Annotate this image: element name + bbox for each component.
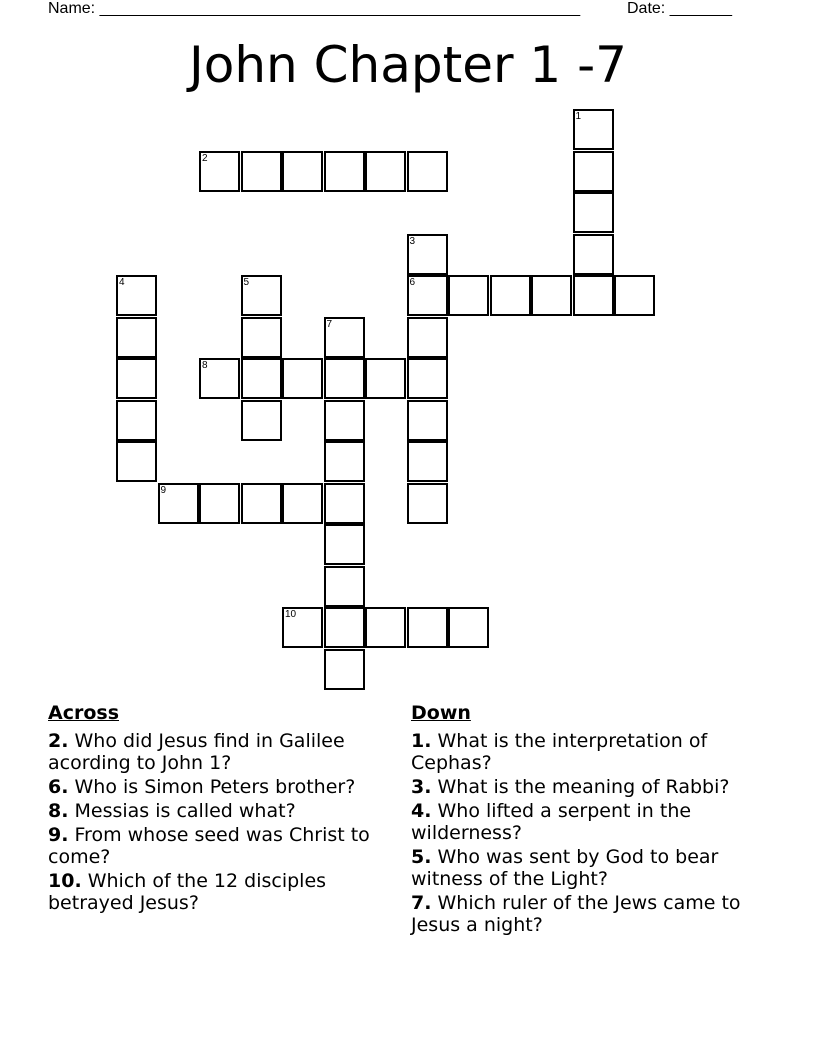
crossword-cell[interactable] — [241, 358, 282, 399]
crossword-cell[interactable] — [490, 275, 531, 316]
cell-number: 1 — [575, 111, 582, 122]
clue-text: Which of the 12 disciples betrayed Jesus? — [48, 870, 327, 914]
across-clues — [48, 702, 393, 916]
crossword-cell[interactable] — [282, 607, 323, 648]
down-clues — [411, 702, 771, 938]
clue-item — [48, 730, 393, 774]
crossword-cell[interactable] — [531, 275, 572, 316]
crossword-cell[interactable] — [365, 607, 406, 648]
clue-text: What is the interpretation of Cephas? — [411, 730, 708, 774]
crossword-cell[interactable] — [448, 275, 489, 316]
clue-item — [48, 824, 393, 868]
cell-number: 9 — [160, 484, 167, 496]
crossword-cell[interactable] — [116, 317, 157, 358]
clue-item — [48, 776, 393, 798]
cell-number: 7 — [326, 318, 333, 330]
cell-number: 4 — [119, 277, 125, 288]
clue-number: 5. — [411, 846, 432, 868]
page-title: John Chapter 1 -7 — [189, 36, 627, 94]
clue-number: 2. — [48, 730, 69, 752]
crossword-cell[interactable] — [116, 275, 157, 316]
clue-text: From whose seed was Christ to come? — [48, 824, 370, 868]
crossword-cell[interactable] — [614, 275, 655, 316]
clue-number: 9. — [48, 824, 69, 846]
crossword-cell[interactable] — [407, 607, 448, 648]
crossword-cell[interactable] — [407, 275, 448, 316]
crossword-cell[interactable] — [324, 358, 365, 399]
crossword-cell[interactable] — [573, 151, 614, 192]
crossword-cell[interactable] — [573, 109, 614, 150]
crossword-cell[interactable] — [324, 317, 365, 358]
cell-number: 5 — [243, 277, 250, 288]
crossword-cell[interactable] — [241, 317, 282, 358]
crossword-cell[interactable] — [573, 234, 614, 275]
crossword-cell[interactable] — [324, 483, 365, 524]
clue-text: Who is Simon Peters brother? — [74, 776, 356, 798]
clue-item — [411, 892, 771, 936]
clue-text: Who was sent by God to bear witness of the Light? — [411, 846, 719, 890]
down-heading: Down — [411, 702, 471, 724]
crossword-cell[interactable] — [573, 192, 614, 233]
crossword-cell[interactable] — [241, 151, 282, 192]
clue-text: What is the meaning of Rabbi? — [437, 776, 730, 798]
crossword-cell[interactable] — [241, 483, 282, 524]
crossword-cell[interactable] — [407, 358, 448, 399]
clue-text: Who lifted a serpent in the wilderness? — [411, 800, 692, 844]
crossword-cell[interactable] — [324, 566, 365, 607]
crossword-cell[interactable] — [573, 275, 614, 316]
crossword-cell[interactable] — [407, 151, 448, 192]
crossword-cell[interactable] — [282, 483, 323, 524]
clue-text: Who did Jesus find in Galilee acording to John 1? — [48, 730, 345, 774]
crossword-cell[interactable] — [365, 151, 406, 192]
crossword-cell[interactable] — [199, 483, 240, 524]
cell-number: 10 — [285, 609, 297, 620]
clue-number: 7. — [411, 892, 432, 914]
crossword-cell[interactable] — [324, 151, 365, 192]
crossword-cell[interactable] — [407, 317, 448, 358]
crossword-cell[interactable] — [407, 400, 448, 441]
crossword-cell[interactable] — [282, 151, 323, 192]
cell-number: 2 — [202, 152, 208, 164]
name-field-label: Name: ______________________________________________________ — [48, 0, 581, 17]
crossword-cell[interactable] — [116, 441, 157, 482]
clue-item — [48, 800, 393, 822]
crossword-cell[interactable] — [199, 151, 240, 192]
crossword-cell[interactable] — [407, 483, 448, 524]
crossword-cell[interactable] — [448, 607, 489, 648]
crossword-cell[interactable] — [407, 441, 448, 482]
crossword-cell[interactable] — [241, 275, 282, 316]
crossword-cell[interactable] — [324, 607, 365, 648]
cell-number: 3 — [409, 235, 416, 247]
date-field-label: Date: _______ — [627, 0, 732, 17]
cell-number: 6 — [409, 277, 416, 288]
clue-item — [411, 800, 771, 844]
clue-number: 4. — [411, 800, 432, 822]
crossword-cell[interactable] — [116, 358, 157, 399]
clue-number: 3. — [411, 776, 432, 798]
clue-text: Messias is called what? — [74, 800, 296, 822]
crossword-cell[interactable] — [365, 358, 406, 399]
clue-item — [48, 870, 393, 914]
crossword-cell[interactable] — [324, 524, 365, 565]
clue-item — [411, 730, 771, 774]
crossword-cell[interactable] — [324, 649, 365, 690]
clue-number: 8. — [48, 800, 69, 822]
crossword-cell[interactable] — [282, 358, 323, 399]
crossword-cell[interactable] — [407, 234, 448, 275]
crossword-cell[interactable] — [324, 400, 365, 441]
clue-number: 10. — [48, 870, 82, 892]
clue-item — [411, 776, 771, 798]
crossword-cell[interactable] — [199, 358, 240, 399]
crossword-cell[interactable] — [241, 400, 282, 441]
cell-number: 8 — [202, 360, 208, 371]
clue-number: 1. — [411, 730, 432, 752]
clue-item — [411, 846, 771, 890]
crossword-cell[interactable] — [324, 441, 365, 482]
clue-text: Which ruler of the Jews came to Jesus a night? — [411, 892, 741, 936]
clue-number: 6. — [48, 776, 69, 798]
across-heading: Across — [48, 702, 120, 724]
crossword-cell[interactable] — [158, 483, 199, 524]
crossword-cell[interactable] — [116, 400, 157, 441]
